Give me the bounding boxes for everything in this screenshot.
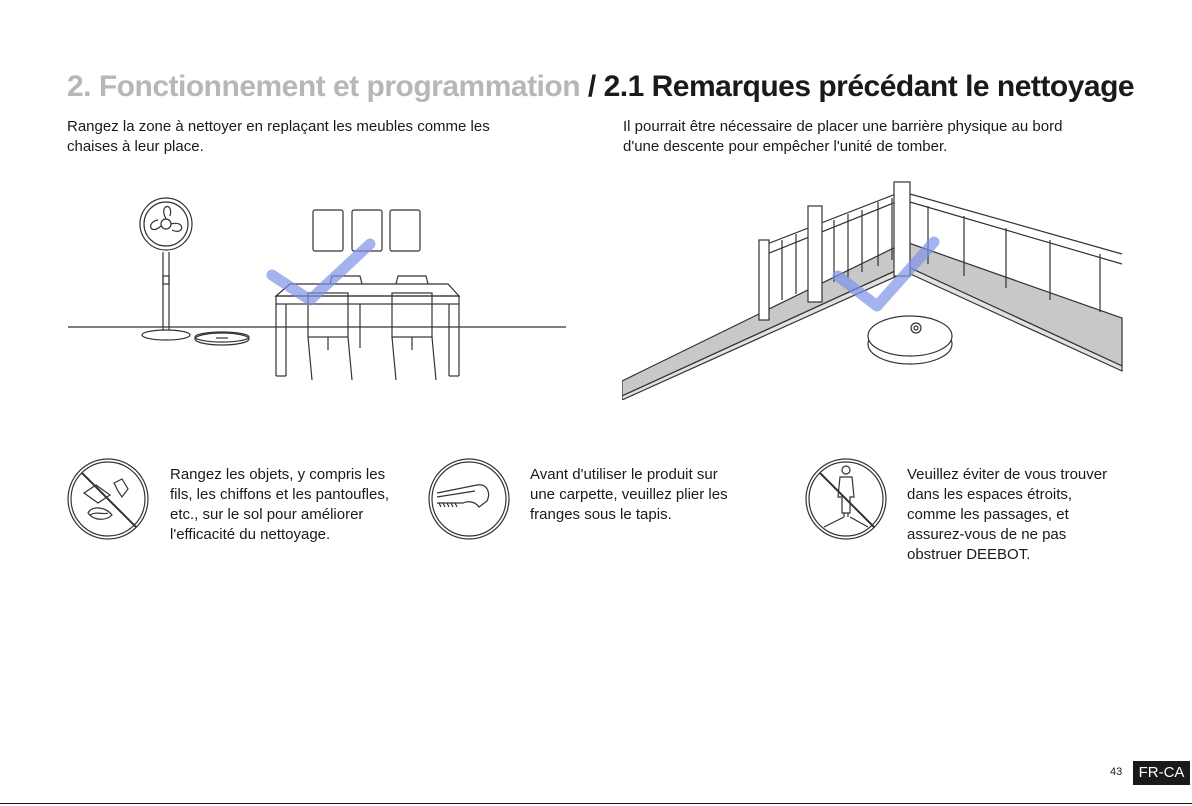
tip-line: une carpette, veuillez plier les <box>530 486 728 503</box>
tip-line: Veuillez éviter de vous trouver <box>907 466 1108 483</box>
picture-frame <box>390 210 420 251</box>
tip-line: dans les espaces étroits, <box>907 486 1073 503</box>
tip-text-clutter <box>170 465 389 545</box>
no-standing-icon <box>804 457 888 541</box>
section-title: 2. Fonctionnement et programmation <box>67 70 581 103</box>
robot-vacuum-icon <box>195 332 249 345</box>
page-title <box>67 70 1134 104</box>
tip-line: Rangez les objets, y compris les <box>170 466 386 483</box>
left-instruction-line: Rangez la zone à nettoyer en replaçant les meubles comme les <box>67 118 490 135</box>
tip-line: etc., sur le sol pour améliorer <box>170 506 364 523</box>
tip-line: franges sous le tapis. <box>530 506 672 523</box>
tip-line: obstruer DEEBOT. <box>907 546 1031 563</box>
right-instruction-line: d'une descente pour empêcher l'unité de tomber. <box>623 138 948 155</box>
tip-line: comme les passages, et <box>907 506 1069 523</box>
title-separator: / <box>587 70 596 103</box>
right-instruction-line: Il pourrait être nécessaire de placer une barrière physique au bord <box>623 118 1063 135</box>
tip-line: fils, les chiffons et les pantoufles, <box>170 486 390 503</box>
tip-line: Avant d'utiliser le produit sur <box>530 466 718 483</box>
left-instruction-line: chaises à leur place. <box>67 138 204 155</box>
subsection-title: 2.1 Remarques précédant le nettoyage <box>603 70 1135 103</box>
no-clutter-icon <box>66 457 150 541</box>
tip-text-carpet <box>530 465 728 525</box>
page-number: 43 <box>1110 766 1123 778</box>
locale-badge: FR-CA <box>1133 761 1190 785</box>
picture-frame <box>313 210 343 251</box>
footer-divider <box>0 803 1192 804</box>
tip-line: assurez-vous de ne pas <box>907 526 1067 543</box>
stair-barrier-illustration <box>622 176 1124 400</box>
right-instruction <box>623 117 1062 157</box>
carpet-fringe-icon <box>427 457 511 541</box>
floor-edge <box>622 242 1122 396</box>
tip-line: l'efficacité du nettoyage. <box>170 526 331 543</box>
robot-vacuum-icon <box>868 316 952 364</box>
left-instruction <box>67 117 490 157</box>
tip-text-standing <box>907 465 1107 565</box>
tidy-room-illustration <box>60 180 580 390</box>
checkmark-icon <box>272 244 370 300</box>
fan-icon <box>140 198 192 340</box>
